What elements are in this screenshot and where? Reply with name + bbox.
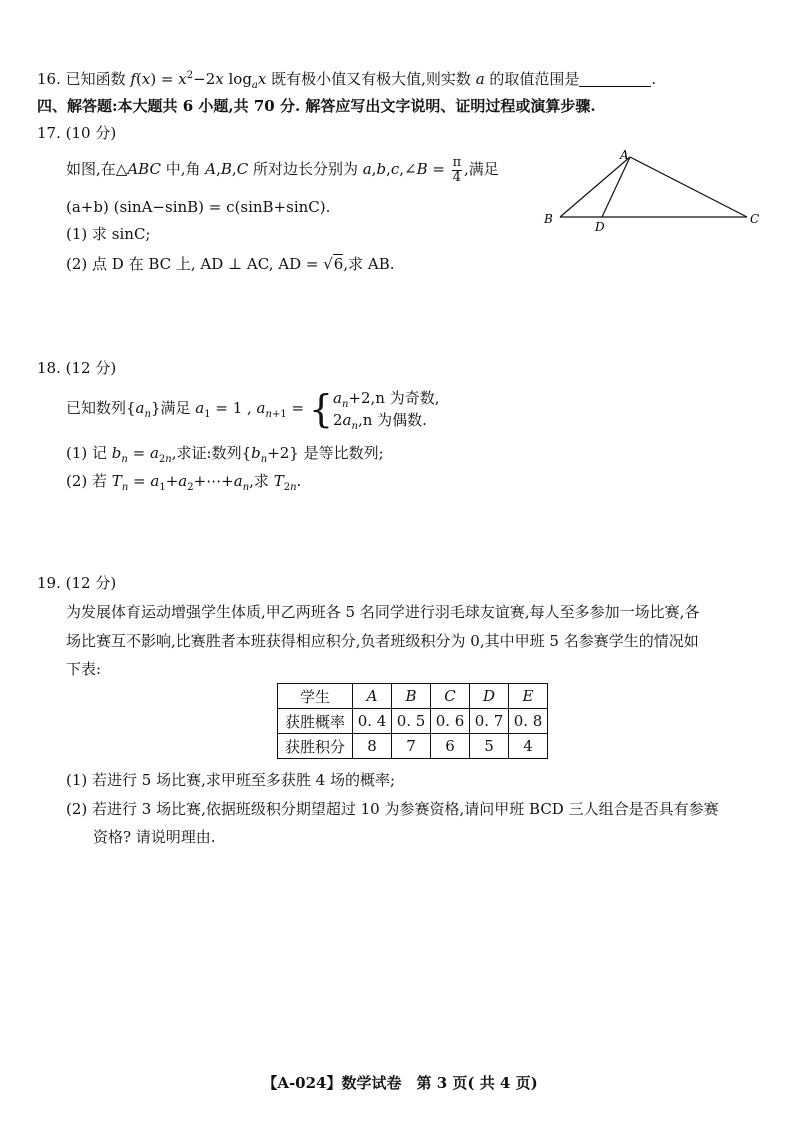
table-row: 获胜积分 8 7 6 5 4 — [278, 734, 548, 759]
question-16: 16. 已知函数 $f(x) = x^2-2x$ $\log_ax$ 既有极小值又有极大值,则实数 a 的取值范围是 . — [37, 70, 657, 91]
section-header: 四、解答题:本大题共 6 小题,共 70 分. 解答应写出文字说明、证明过程或演算步骤. — [37, 97, 596, 115]
question-17-equation: (a+b) (sinA−sinB) = c(sinB+sinC). — [66, 198, 331, 216]
label-b: B — [544, 212, 553, 226]
question-19-part2: (2) 若进行 3 场比赛,依据班级积分期望超过 10 为参赛资格,请问甲班 BCD 三人组合是否具有参赛 — [66, 800, 719, 818]
question-17-line1: 如图,在△ABC 中,角 A,B,C 所对边长分别为 a,b,c,∠B = $\frac{\pi}{4}$ ,满足 — [66, 154, 499, 185]
question-18-line1: 已知数列$\{a_n\}$满足 $a_1 = 1$ , $a_{n+1} = \{a_n+2,n$ 为奇数, $2a_n,n$ 为偶数. — [66, 387, 440, 432]
question-18-part1: (1) 记 $b_n = a_{2n}$,求证:数列$\{b_n+2\}$ 是等比数列; — [66, 444, 384, 465]
side-ac — [630, 157, 747, 217]
table-row: 获胜概率 0. 4 0. 5 0. 6 0. 7 0. 8 — [278, 709, 548, 734]
label-d: D — [595, 220, 605, 234]
student-table — [277, 683, 548, 759]
page-footer: 【A-024】数学试卷 第 3 页( 共 4 页) — [262, 1074, 538, 1092]
question-19-part2-cont: 资格? 请说明理由. — [93, 828, 216, 846]
question-18-part2: (2) 若 $T_n$ = $a_1+a_2+\cdots+a_n$,求 $T_{2n}$. — [66, 472, 302, 493]
question-17-heading: 17. (10 分) — [37, 124, 117, 142]
question-19-para2: 场比赛互不影响,比赛胜者本班获得相应积分,负者班级积分为 0,其中甲班 5 名参赛学生的情况如 — [66, 632, 699, 650]
table-row: 学生 A B C D E — [278, 684, 548, 709]
question-17-part2: (2) 点 D 在 BC 上, AD ⊥ AC, AD = √6,求 AB. — [66, 255, 395, 273]
side-ab — [560, 157, 630, 217]
question-19-para3: 下表: — [66, 660, 102, 678]
question-19-para1: 为发展体育运动增强学生体质,甲乙两班各 5 名同学进行羽毛球友谊赛,每人至多参加一场比赛,各 — [66, 603, 700, 621]
triangle-figure — [540, 145, 770, 235]
question-17-part1: (1) 求 sinC; — [66, 225, 151, 243]
question-19-part1: (1) 若进行 5 场比赛,求甲班至多获胜 4 场的概率; — [66, 771, 395, 789]
segment-ad — [602, 157, 630, 217]
label-c: C — [750, 212, 760, 226]
question-19-heading: 19. (12 分) — [37, 574, 117, 592]
pi-over-4: $\frac{\pi}{4}$ — [452, 154, 462, 185]
label-a: A — [620, 148, 629, 162]
answer-blank — [579, 71, 651, 87]
question-18-heading: 18. (12 分) — [37, 359, 117, 377]
piecewise-cases: $a_n+2,n$ 为奇数, $2a_n,n$ 为偶数. — [333, 389, 440, 432]
